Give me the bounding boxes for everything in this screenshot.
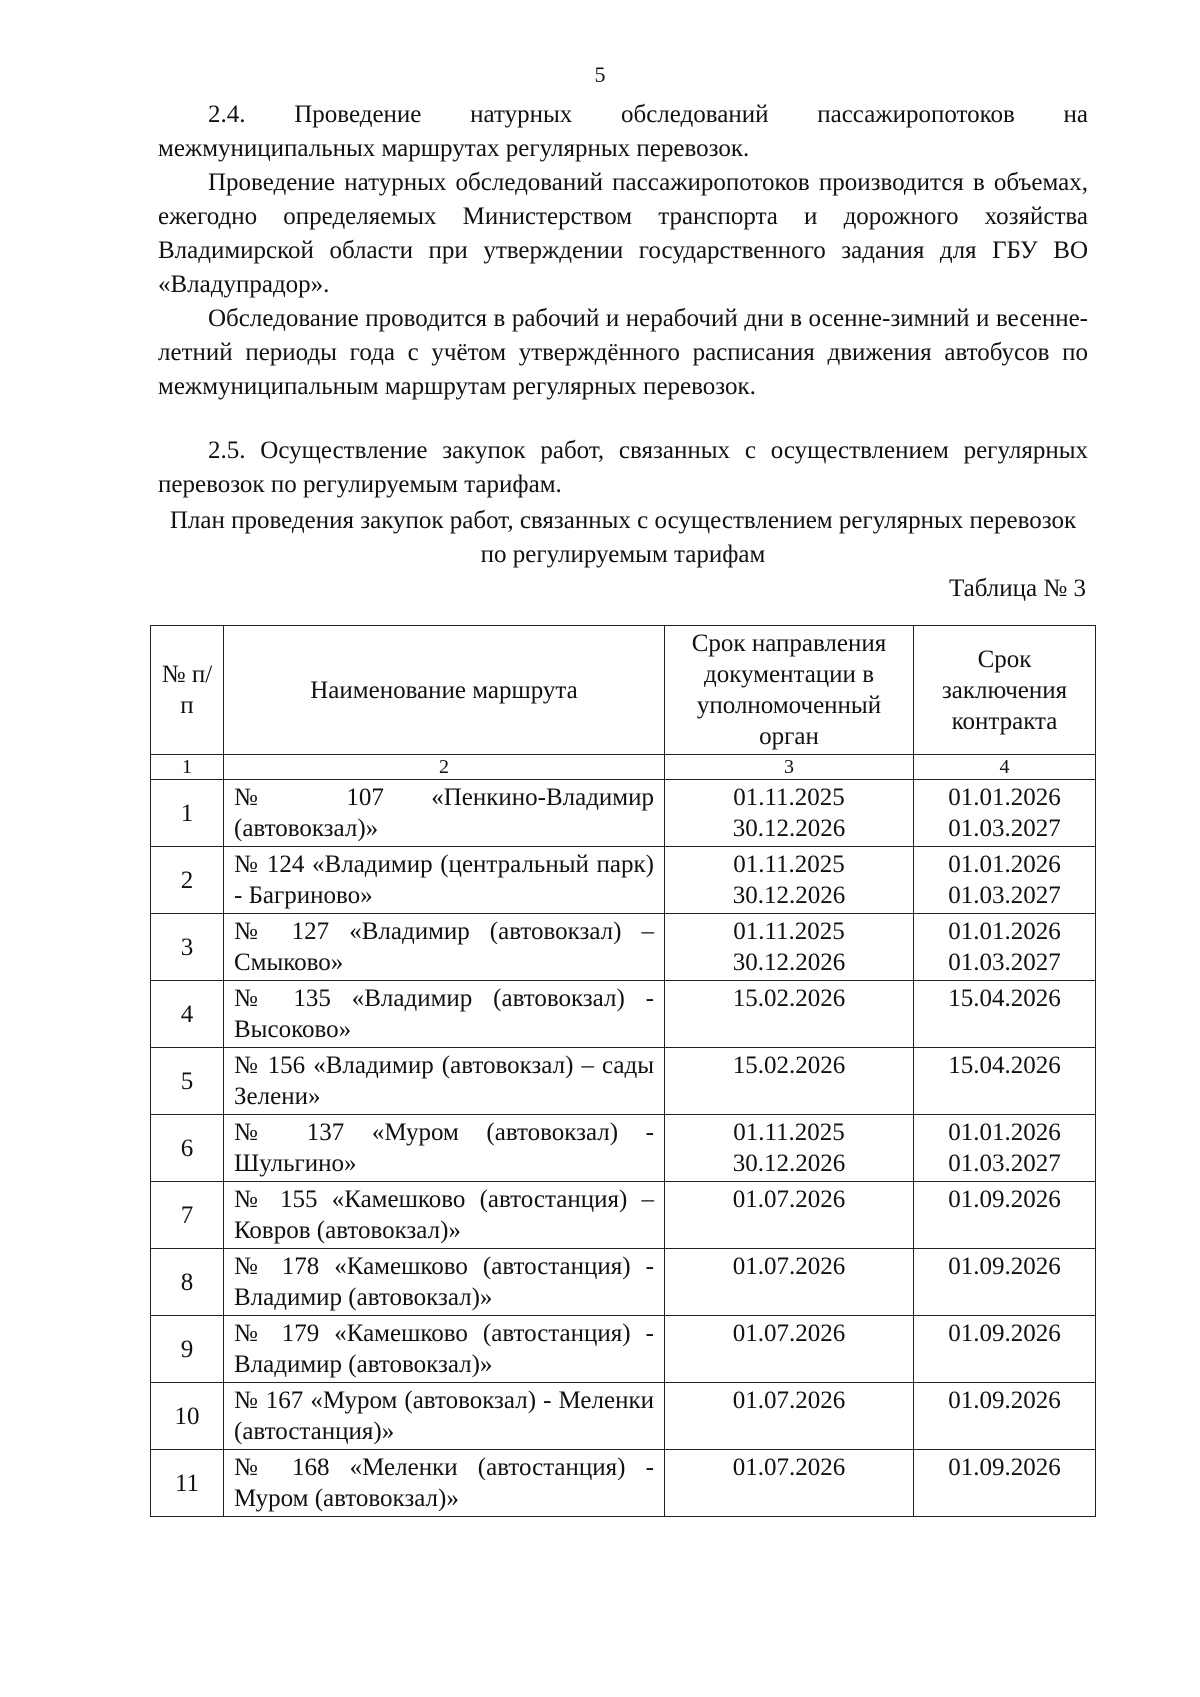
table-row xyxy=(151,981,1096,1048)
doc-deadline-cell xyxy=(665,1383,914,1450)
index-cell: 2 xyxy=(224,755,665,780)
table-row xyxy=(151,1048,1096,1115)
row-number: 8 xyxy=(151,1249,224,1316)
doc-deadline-cell xyxy=(665,981,914,1048)
doc-deadline-date: 30.12.2026 xyxy=(732,815,846,842)
table-row xyxy=(151,914,1096,981)
doc-deadline-cell xyxy=(665,1249,914,1316)
header-num: № п/п xyxy=(151,626,224,755)
contract-deadline-date: 01.01.2026 xyxy=(948,918,1061,945)
row-number: 4 xyxy=(151,981,224,1048)
doc-deadline-date: 01.07.2026 xyxy=(732,1253,846,1280)
table-row xyxy=(151,1450,1096,1517)
contract-deadline-date: 01.03.2027 xyxy=(948,949,1061,976)
route-name: № 179 «Камешково (автостанция) - Владимир (автовокзал)» xyxy=(224,1316,665,1383)
header-doc-deadline: Срок направления документации в уполномоченный орган xyxy=(665,626,914,755)
doc-deadline-date: 01.11.2025 xyxy=(733,851,845,878)
contract-deadline-cell xyxy=(914,1048,1096,1115)
route-name: № 155 «Камешково (автостанция) – Ковров (автовокзал)» xyxy=(224,1182,665,1249)
contract-deadline-date: 01.01.2026 xyxy=(948,851,1061,878)
route-name: № 178 «Камешково (автостанция) - Владимир (автовокзал)» xyxy=(224,1249,665,1316)
doc-deadline-date: 30.12.2026 xyxy=(732,882,846,909)
document-body xyxy=(158,98,1088,606)
header-contract-deadline: Срок заключения контракта xyxy=(914,626,1096,755)
doc-deadline-date: 15.02.2026 xyxy=(732,1052,846,1079)
route-name: № 135 «Владимир (автовокзал) - Высоково» xyxy=(224,981,665,1048)
header-route-name: Наименование маршрута xyxy=(224,626,665,755)
doc-deadline-cell xyxy=(665,1450,914,1517)
contract-deadline-date: 01.03.2027 xyxy=(948,815,1061,842)
table-row xyxy=(151,1316,1096,1383)
section-2-4-paragraph-1: Проведение натурных обследований пассажиропотоков производится в объемах, ежегодно определяемых Министерством транспорта и дорожного хозяйства Владимирской области при утверждении государственного задания для ГБУ ВО «Владупрадор». xyxy=(158,169,1088,298)
table-row xyxy=(151,847,1096,914)
route-name: № 168 «Меленки (автостанция) - Муром (автовокзал)» xyxy=(224,1450,665,1517)
contract-deadline-cell xyxy=(914,780,1096,847)
doc-deadline-cell xyxy=(665,1182,914,1249)
doc-deadline-cell xyxy=(665,914,914,981)
route-name: № 137 «Муром (автовокзал) - Шульгино» xyxy=(224,1115,665,1182)
row-number: 9 xyxy=(151,1316,224,1383)
section-2-5-heading: 2.5. Осуществление закупок работ, связанных с осуществлением регулярных перевозок по регулируемым тарифам. xyxy=(158,437,1088,498)
table-row xyxy=(151,780,1096,847)
doc-deadline-date: 01.11.2025 xyxy=(733,784,845,811)
contract-deadline-date: 01.09.2026 xyxy=(948,1454,1061,1481)
contract-deadline-cell xyxy=(914,1316,1096,1383)
contract-deadline-cell xyxy=(914,981,1096,1048)
index-cell: 1 xyxy=(151,755,224,780)
contract-deadline-cell xyxy=(914,1115,1096,1182)
doc-deadline-date: 01.11.2025 xyxy=(733,918,845,945)
contract-deadline-date: 01.09.2026 xyxy=(948,1186,1061,1213)
contract-deadline-cell xyxy=(914,1249,1096,1316)
contract-deadline-date: 01.03.2027 xyxy=(948,882,1061,909)
row-number: 1 xyxy=(151,780,224,847)
route-name: № 127 «Владимир (автовокзал) – Смыково» xyxy=(224,914,665,981)
row-number: 10 xyxy=(151,1383,224,1450)
doc-deadline-cell xyxy=(665,780,914,847)
doc-deadline-date: 30.12.2026 xyxy=(732,949,846,976)
row-number: 6 xyxy=(151,1115,224,1182)
contract-deadline-cell xyxy=(914,1450,1096,1517)
index-cell: 4 xyxy=(914,755,1096,780)
contract-deadline-date: 15.04.2026 xyxy=(948,985,1061,1012)
contract-deadline-date: 01.01.2026 xyxy=(948,1119,1061,1146)
row-number: 7 xyxy=(151,1182,224,1249)
contract-deadline-date: 01.09.2026 xyxy=(948,1387,1061,1414)
contract-deadline-date: 01.01.2026 xyxy=(948,784,1061,811)
table-title: План проведения закупок работ, связанных с осуществлением регулярных перевозок по регулируемым тарифам xyxy=(169,507,1077,568)
row-number: 3 xyxy=(151,914,224,981)
route-name: № 167 «Муром (автовокзал) - Меленки (автостанция)» xyxy=(224,1383,665,1450)
table-row xyxy=(151,1249,1096,1316)
table-label: Таблица № 3 xyxy=(948,575,1086,602)
contract-deadline-date: 15.04.2026 xyxy=(948,1052,1061,1079)
doc-deadline-cell xyxy=(665,1115,914,1182)
doc-deadline-date: 01.07.2026 xyxy=(732,1454,846,1481)
table-row xyxy=(151,1383,1096,1450)
contract-deadline-cell xyxy=(914,914,1096,981)
row-number: 5 xyxy=(151,1048,224,1115)
contract-deadline-date: 01.03.2027 xyxy=(948,1150,1061,1177)
route-name: № 124 «Владимир (центральный парк) - Багриново» xyxy=(224,847,665,914)
section-2-4-paragraph-2: Обследование проводится в рабочий и нерабочий дни в осенне-зимний и весенне-летний периоды года с учётом утверждённого расписания движения автобусов по межмуниципальным маршрутам регулярных перевозок. xyxy=(158,305,1088,400)
index-row xyxy=(151,755,1096,780)
doc-deadline-date: 01.11.2025 xyxy=(733,1119,845,1146)
route-name: № 156 «Владимир (автовокзал) – сады Зелени» xyxy=(224,1048,665,1115)
doc-deadline-date: 01.07.2026 xyxy=(732,1320,846,1347)
doc-deadline-date: 30.12.2026 xyxy=(732,1150,846,1177)
table-row xyxy=(151,1182,1096,1249)
procurement-table xyxy=(150,625,1096,1517)
row-number: 11 xyxy=(151,1450,224,1517)
doc-deadline-cell xyxy=(665,1048,914,1115)
contract-deadline-date: 01.09.2026 xyxy=(948,1253,1061,1280)
contract-deadline-date: 01.09.2026 xyxy=(948,1320,1061,1347)
page-number: 5 xyxy=(594,62,606,87)
row-number: 2 xyxy=(151,847,224,914)
doc-deadline-date: 15.02.2026 xyxy=(732,985,846,1012)
contract-deadline-cell xyxy=(914,1182,1096,1249)
contract-deadline-cell xyxy=(914,1383,1096,1450)
section-2-4-heading: 2.4. Проведение натурных обследований пассажиропотоков на межмуниципальных маршрутах регулярных перевозок. xyxy=(158,101,1088,162)
doc-deadline-cell xyxy=(665,1316,914,1383)
index-cell: 3 xyxy=(665,755,914,780)
doc-deadline-date: 01.07.2026 xyxy=(732,1387,846,1414)
doc-deadline-date: 01.07.2026 xyxy=(732,1186,846,1213)
doc-deadline-cell xyxy=(665,847,914,914)
table-row xyxy=(151,1115,1096,1182)
contract-deadline-cell xyxy=(914,847,1096,914)
route-name: № 107 «Пенкино-Владимир (автовокзал)» xyxy=(224,780,665,847)
